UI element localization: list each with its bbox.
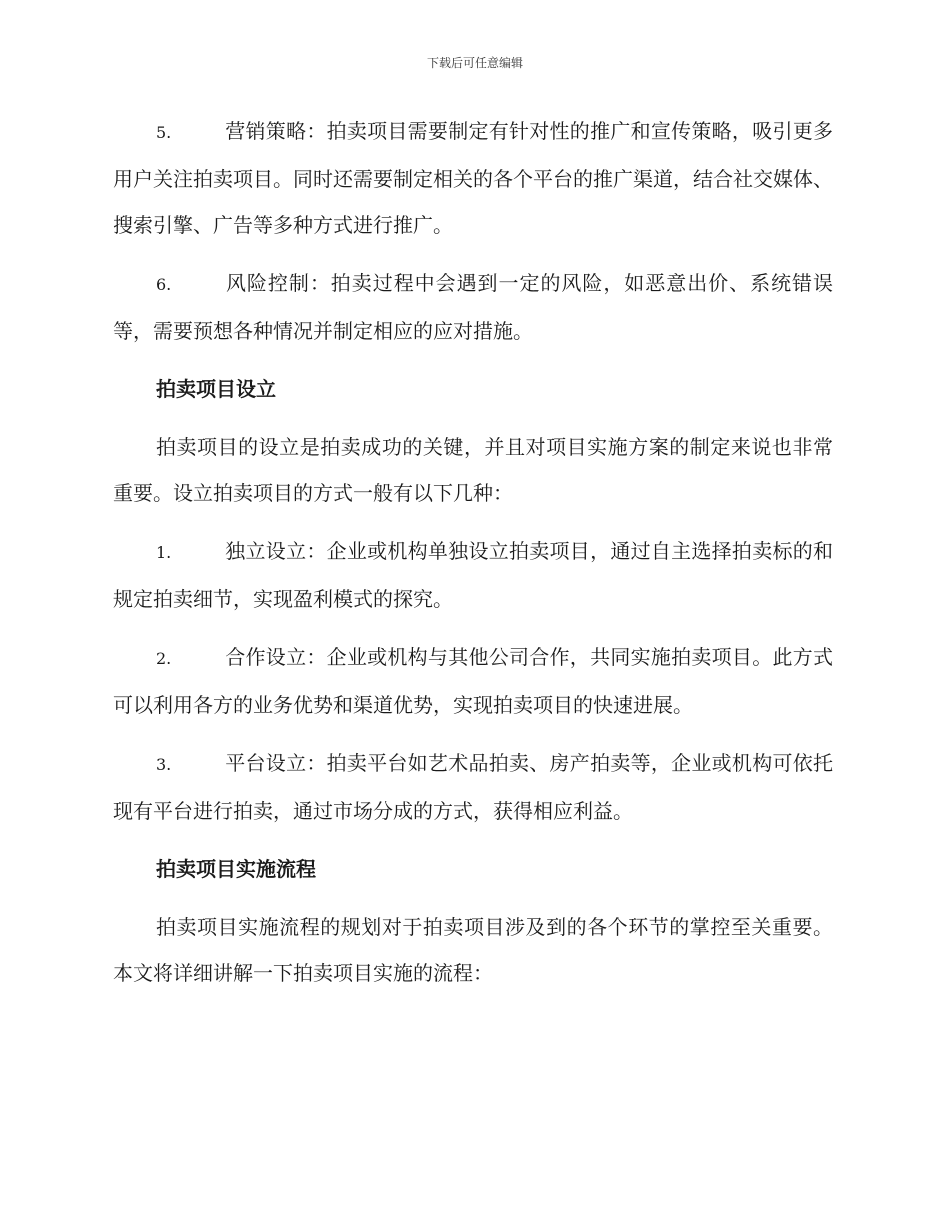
list-number: 3. bbox=[156, 755, 172, 774]
list-text: 风险控制：拍卖过程中会遇到一定的风险，如恶意出价、系统错误等，需要预想各种情况并制定相应的应对措施。 bbox=[113, 271, 833, 343]
list-item bbox=[113, 108, 833, 248]
section-heading-process: 拍卖项目实施流程 bbox=[156, 857, 316, 881]
document-body bbox=[113, 108, 833, 1008]
list-item bbox=[113, 528, 833, 622]
list-number: 2. bbox=[156, 649, 172, 668]
section-intro-paragraph: 拍卖项目实施流程的规划对于拍卖项目涉及到的各个环节的掌控至关重要。本文将详细讲解一下拍卖项目实施的流程： bbox=[113, 915, 833, 985]
list-number: 6. bbox=[156, 275, 172, 294]
page-header: 下载后可任意编辑 bbox=[426, 56, 523, 70]
list-item bbox=[113, 634, 833, 728]
list-number: 5. bbox=[156, 123, 172, 142]
list-text: 平台设立：拍卖平台如艺术品拍卖、房产拍卖等，企业或机构可依托现有平台进行拍卖，通过市场分成的方式，获得相应利益。 bbox=[113, 751, 833, 823]
section-intro-paragraph: 拍卖项目的设立是拍卖成功的关键，并且对项目实施方案的制定来说也非常重要。设立拍卖项目的方式一般有以下几种： bbox=[113, 435, 833, 505]
list-item bbox=[113, 740, 833, 834]
list-text: 合作设立：企业或机构与其他公司合作，共同实施拍卖项目。此方式可以利用各方的业务优势和渠道优势，实现拍卖项目的快速进展。 bbox=[113, 645, 833, 717]
list-number: 1. bbox=[156, 543, 172, 562]
section-heading-establishment: 拍卖项目设立 bbox=[156, 377, 276, 401]
list-text: 营销策略：拍卖项目需要制定有针对性的推广和宣传策略，吸引更多用户关注拍卖项目。同时还需要制定相关的各个平台的推广渠道，结合社交媒体、搜索引擎、广告等多种方式进行推广。 bbox=[113, 119, 833, 237]
list-text: 独立设立：企业或机构单独设立拍卖项目，通过自主选择拍卖标的和规定拍卖细节，实现盈利模式的探究。 bbox=[113, 539, 833, 611]
list-item bbox=[113, 260, 833, 354]
